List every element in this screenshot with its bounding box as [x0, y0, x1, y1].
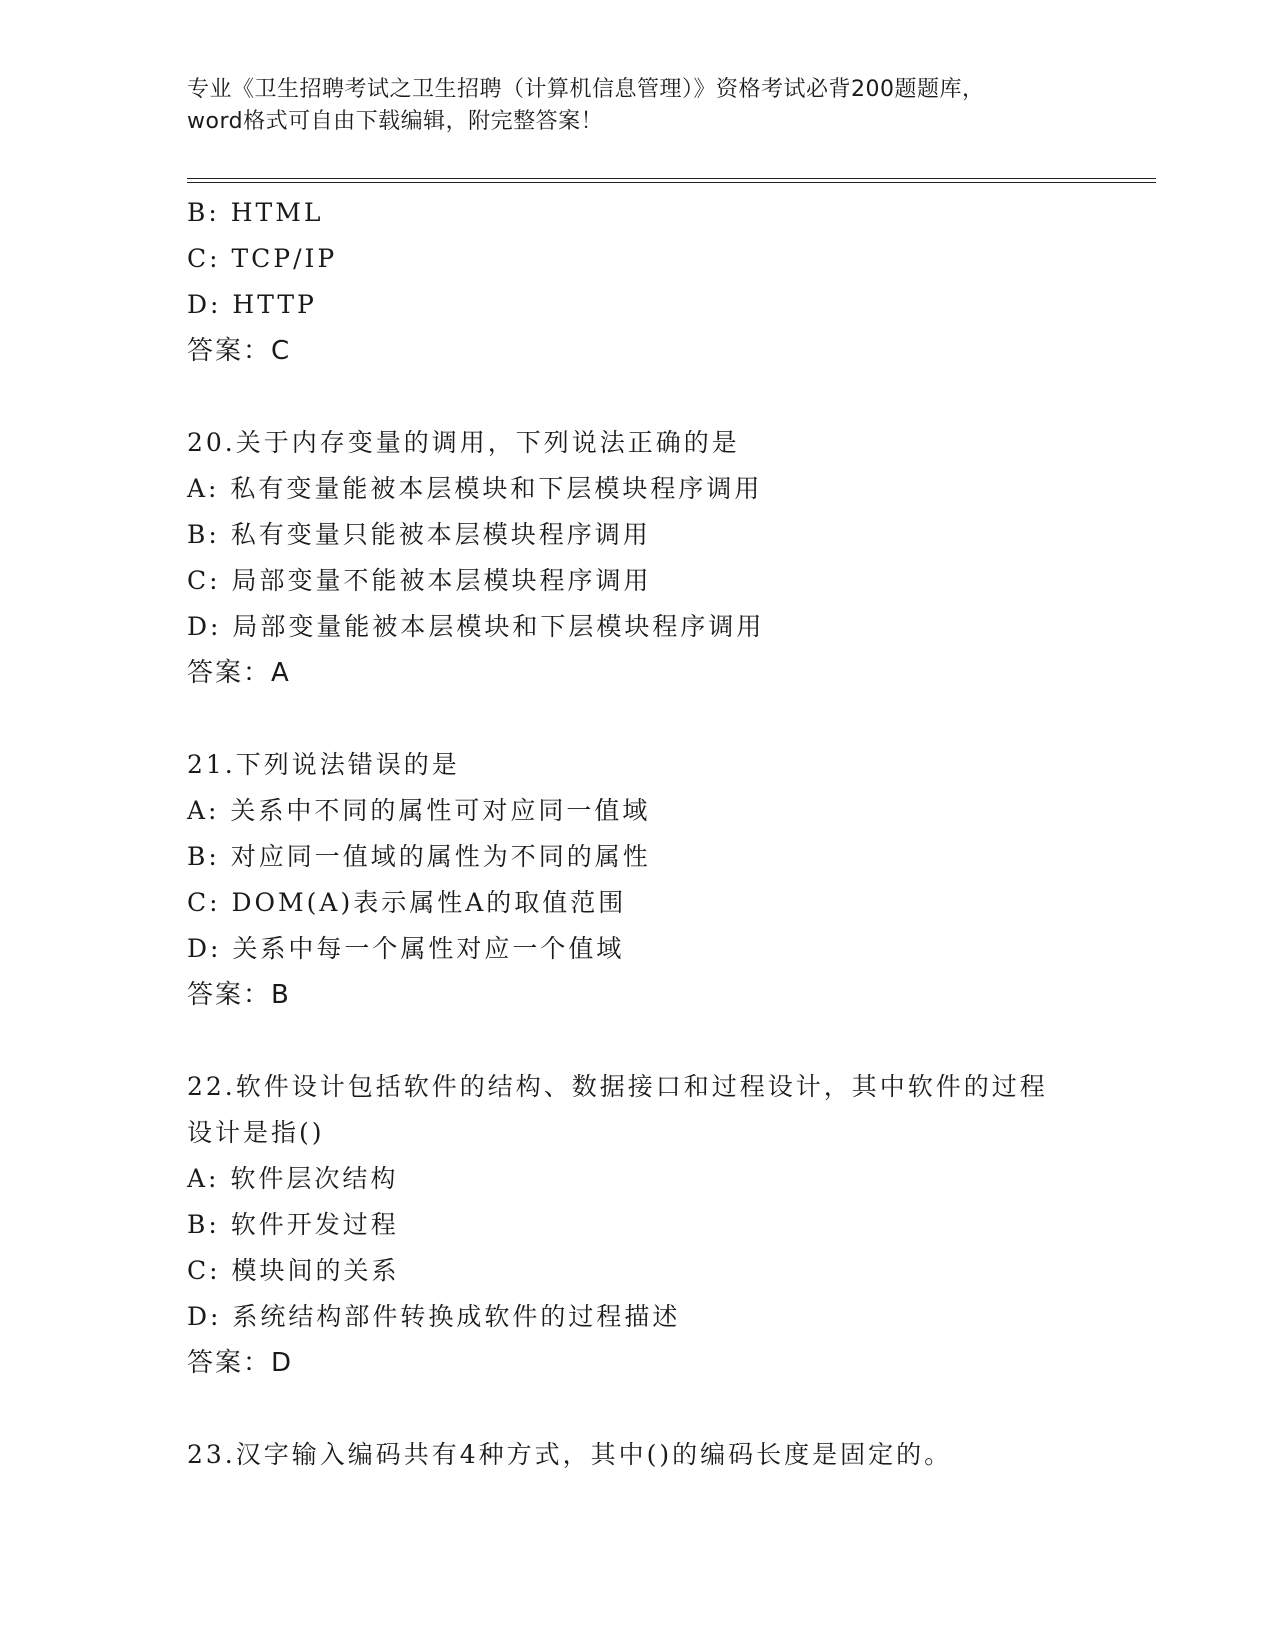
- question-20: [187, 420, 1087, 696]
- question-stem: 23.汉字输入编码共有4种方式，其中()的编码长度是固定的。: [187, 1440, 953, 1469]
- question-stem: 21.下列说法错误的是: [187, 750, 460, 779]
- option-b: B: 对应同一值域的属性为不同的属性: [187, 842, 651, 871]
- question-stem-line-2: 设计是指(): [187, 1118, 325, 1147]
- option-c: C: DOM(A)表示属性A的取值范围: [187, 888, 627, 917]
- document-header: [187, 74, 1087, 138]
- question-22: [187, 1064, 1087, 1386]
- option-b: B: HTML: [187, 198, 324, 227]
- option-c: C: 局部变量不能被本层模块程序调用: [187, 566, 652, 595]
- header-title-line-1: 专业《卫生招聘考试之卫生招聘（计算机信息管理）》资格考试必背200题题库，: [187, 77, 985, 102]
- option-a: A: 私有变量能被本层模块和下层模块程序调用: [187, 474, 763, 503]
- answer-label: 答案：D: [187, 1348, 294, 1378]
- option-d: D: 关系中每一个属性对应一个值域: [187, 934, 625, 963]
- header-title-line-2: word格式可自由下载编辑，附完整答案！: [187, 109, 604, 134]
- option-c: C: 模块间的关系: [187, 1256, 400, 1285]
- answer-label: 答案：C: [187, 336, 292, 366]
- option-b: B: 软件开发过程: [187, 1210, 399, 1239]
- answer-label: 答案：A: [187, 658, 291, 688]
- option-a: A: 关系中不同的属性可对应同一值域: [187, 796, 651, 825]
- question-list: [187, 190, 1087, 1478]
- option-d: D: 系统结构部件转换成软件的过程描述: [187, 1302, 681, 1331]
- question-stem: 20.关于内存变量的调用，下列说法正确的是: [187, 428, 740, 457]
- question-19-continued: [187, 190, 1087, 374]
- option-d: D: 局部变量能被本层模块和下层模块程序调用: [187, 612, 765, 641]
- option-b: B: 私有变量只能被本层模块程序调用: [187, 520, 651, 549]
- option-d: D: HTTP: [187, 290, 317, 319]
- answer-label: 答案：B: [187, 980, 291, 1010]
- option-a: A: 软件层次结构: [187, 1164, 399, 1193]
- question-23: [187, 1432, 1087, 1478]
- option-c: C: TCP/IP: [187, 244, 338, 273]
- question-stem-line-1: 22.软件设计包括软件的结构、数据接口和过程设计，其中软件的过程: [187, 1072, 1048, 1101]
- question-21: [187, 742, 1087, 1018]
- header-divider: [187, 178, 1156, 183]
